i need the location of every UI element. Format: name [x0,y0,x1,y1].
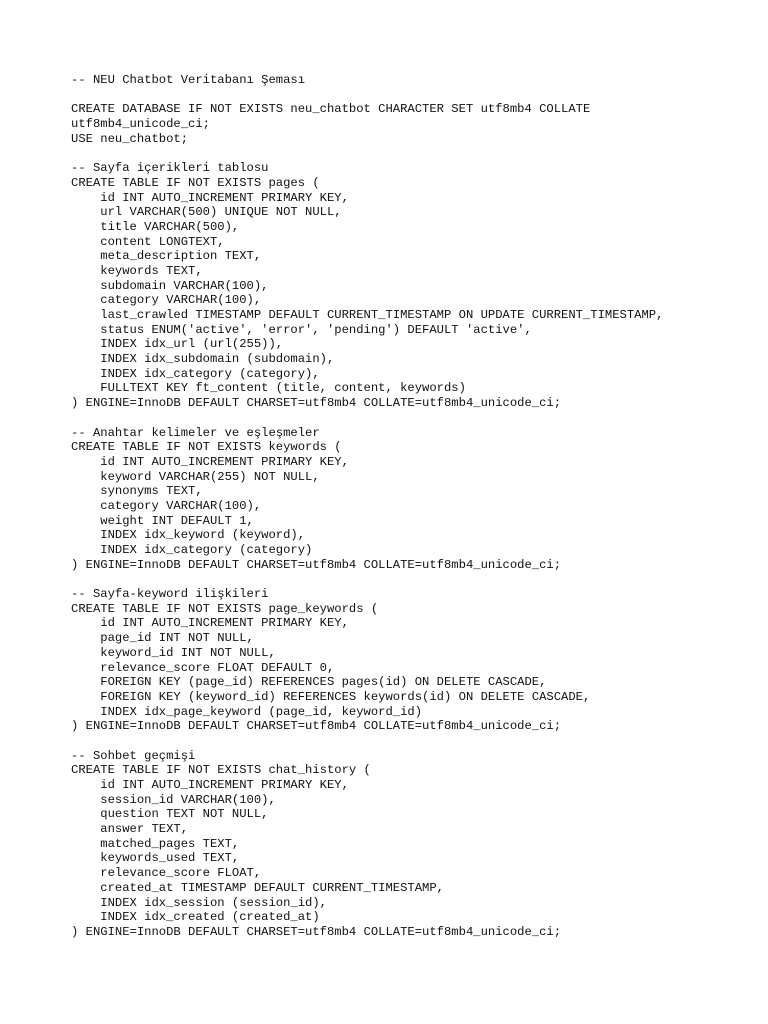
code-line: INDEX idx_url (url(255)), [71,337,284,352]
code-line: content LONGTEXT, [71,234,225,249]
code-line: keywords TEXT, [71,263,203,278]
sql-document-page [71,73,761,940]
code-line: id INT AUTO_INCREMENT PRIMARY KEY, [71,778,349,792]
code-line: status ENUM('active', 'error', 'pending') DEFAULT 'active', [71,322,532,337]
comment-line: -- Anahtar kelimeler ve eşleşmeler [71,425,320,440]
code-line: ) ENGINE=InnoDB DEFAULT CHARSET=utf8mb4 COLLATE=utf8mb4_unicode_ci; [71,719,562,734]
code-line: relevance_score FLOAT, [71,866,262,881]
code-line: url VARCHAR(500) UNIQUE NOT NULL, [71,205,342,220]
code-line: meta_description TEXT, [71,249,262,264]
code-line: page_id INT NOT NULL, [71,631,254,646]
code-line: ) ENGINE=InnoDB DEFAULT CHARSET=utf8mb4 COLLATE=utf8mb4_unicode_ci; [71,924,562,939]
code-line: CREATE TABLE IF NOT EXISTS keywords ( [71,440,342,455]
code-line: utf8mb4_unicode_ci; [71,117,210,132]
code-line: INDEX idx_category (category), [71,366,320,381]
code-line: answer TEXT, [71,822,189,837]
comment-line: -- Sohbet geçmişi [71,748,196,763]
code-line: keyword_id INT NOT NULL, [71,645,276,660]
code-line: INDEX idx_keyword (keyword), [71,528,306,543]
code-line: question TEXT NOT NULL, [71,807,269,822]
code-line: USE neu_chatbot; [71,131,189,146]
code-line: keyword VARCHAR(255) NOT NULL, [71,469,320,484]
code-line: session_id VARCHAR(100), [71,792,276,807]
code-line: category VARCHAR(100), [71,293,262,308]
code-line: FULLTEXT KEY ft_content (title, content, keywords) [71,381,466,396]
code-line: last_crawled TIMESTAMP DEFAULT CURRENT_TIMESTAMP ON UPDATE CURRENT_TIMESTAMP, [71,308,664,322]
code-line: matched_pages TEXT, [71,836,240,851]
code-line: FOREIGN KEY (page_id) REFERENCES pages(id) ON DELETE CASCADE, [71,675,547,690]
code-line: synonyms TEXT, [71,484,203,499]
code-line: id INT AUTO_INCREMENT PRIMARY KEY, [71,616,349,631]
code-line: CREATE DATABASE IF NOT EXISTS neu_chatbot CHARACTER SET utf8mb4 COLLATE [71,102,591,117]
code-line: id INT AUTO_INCREMENT PRIMARY KEY, [71,190,349,205]
code-line: CREATE TABLE IF NOT EXISTS chat_history ( [71,763,371,778]
blank-line [71,734,761,749]
code-line: relevance_score FLOAT DEFAULT 0, [71,660,335,675]
blank-line [71,572,761,587]
code-line: created_at TIMESTAMP DEFAULT CURRENT_TIMESTAMP, [71,880,444,895]
comment-line: -- NEU Chatbot Veritabanı Şeması [71,73,306,87]
code-line: CREATE TABLE IF NOT EXISTS pages ( [71,175,320,190]
comment-line: -- Sayfa-keyword ilişkileri [71,587,269,602]
code-line: category VARCHAR(100), [71,498,262,513]
code-line: ) ENGINE=InnoDB DEFAULT CHARSET=utf8mb4 COLLATE=utf8mb4_unicode_ci; [71,557,562,572]
code-line: subdomain VARCHAR(100), [71,278,269,293]
code-line: INDEX idx_created (created_at) [71,910,320,925]
blank-line [71,411,761,426]
code-line: INDEX idx_subdomain (subdomain), [71,352,335,367]
code-line: ) ENGINE=InnoDB DEFAULT CHARSET=utf8mb4 COLLATE=utf8mb4_unicode_ci; [71,396,562,411]
code-line: FOREIGN KEY (keyword_id) REFERENCES keywords(id) ON DELETE CASCADE, [71,689,591,704]
code-line: id INT AUTO_INCREMENT PRIMARY KEY, [71,454,349,469]
code-line: CREATE TABLE IF NOT EXISTS page_keywords ( [71,601,379,616]
code-line: title VARCHAR(500), [71,219,240,234]
code-line: INDEX idx_page_keyword (page_id, keyword_id) [71,704,423,719]
blank-line [71,88,761,103]
code-line: keywords_used TEXT, [71,851,240,866]
code-line: INDEX idx_session (session_id), [71,895,327,910]
code-line: INDEX idx_category (category) [71,543,313,557]
blank-line [71,146,761,161]
code-line: weight INT DEFAULT 1, [71,513,254,528]
comment-line: -- Sayfa içerikleri tablosu [71,161,269,176]
